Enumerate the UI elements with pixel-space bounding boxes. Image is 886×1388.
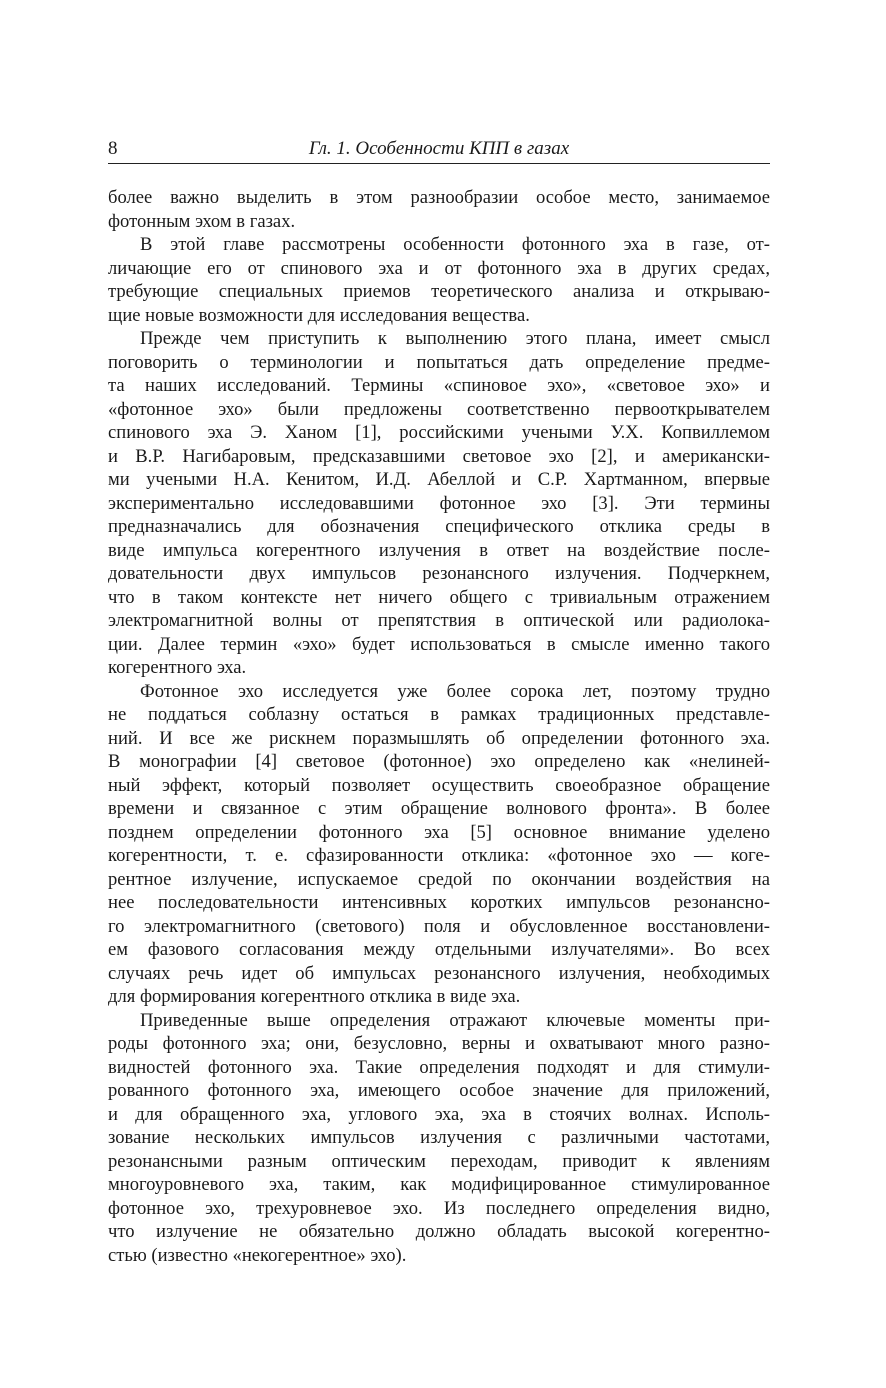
text-line: роды фотонного эха; они, безусловно, верны и охватывают много разно-	[108, 1033, 770, 1054]
text-line: предназначались для обозначения специфического отклика среды в	[108, 516, 770, 537]
paragraph	[108, 327, 770, 680]
text-line: «фотонное эхо» были предложены соответственно первооткрывателем	[108, 398, 770, 420]
text-line: что излучение не обязательно должно обладать высокой когерентно-	[108, 1221, 770, 1242]
paragraph	[108, 1009, 770, 1268]
text-line: ции. Далее термин «эхо» будет использоваться в смысле именно такого	[108, 633, 770, 655]
text-line: нее последовательности интенсивных коротких импульсов резонансно-	[108, 892, 770, 913]
text-line: В этой главе рассмотрены особенности фотонного эха в газе, от-	[140, 234, 770, 255]
text-line: ем фазового согласования между отдельными излучателями». Во всех	[108, 939, 770, 960]
text-line: Прежде чем приступить к выполнению этого плана, имеет смысл	[140, 328, 770, 349]
text-line: довательности двух импульсов резонансного излучения. Подчеркнем,	[108, 563, 770, 584]
text-line: когерентного эха.	[108, 657, 247, 678]
paragraph	[108, 233, 770, 327]
text-line: ний. И все же рискнем поразмышлять об определении фотонного эха.	[108, 727, 770, 749]
text-line: не поддаться соблазну остаться в рамках традиционных представле-	[108, 704, 770, 725]
text-line: требующие специальных приемов теоретического анализа и открываю-	[108, 281, 770, 302]
text-line: виде импульса когерентного излучения в ответ на воздействие после-	[108, 539, 770, 561]
text-line: Фотонное эхо исследуется уже более сорока лет, поэтому трудно	[140, 680, 770, 702]
text-line: экспериментально исследовавшими фотонное эхо [3]. Эти термины	[108, 492, 770, 514]
text-line: позднем определении фотонного эха [5] основное внимание уделено	[108, 821, 770, 843]
text-line: личающие его от спинового эха и от фотонного эха в других средах,	[108, 257, 770, 279]
body-text	[108, 186, 770, 1267]
text-line: резонансными разным оптическим переходам, приводит к явлениям	[108, 1150, 770, 1172]
text-line: фотонным эхом в газах.	[108, 210, 296, 232]
running-header	[108, 138, 770, 162]
header-rule	[108, 163, 770, 164]
text-line: Приведенные выше определения отражают ключевые моменты при-	[140, 1009, 770, 1031]
text-line: спинового эха Э. Ханом [1], российскими учеными У.Х. Копвиллемом	[108, 422, 770, 443]
text-line: го электромагнитного (светового) поля и обусловленное восстановлени-	[108, 915, 770, 937]
text-line: рованного фотонного эха, имеющего особое значение для приложений,	[108, 1080, 770, 1101]
text-line: ми учеными Н.А. Кенитом, И.Д. Абеллой и С.Р. Хартманном, впервые	[108, 469, 770, 490]
page-number: 8	[108, 138, 118, 159]
text-line: поговорить о терминологии и попытаться дать определение предме-	[108, 351, 770, 373]
text-line: для формирования когерентного отклика в виде эха.	[108, 986, 521, 1007]
text-line: щие новые возможности для исследования вещества.	[108, 304, 530, 326]
text-line: когерентности, т. е. сфазированности отклика: «фотонное эхо — коге-	[108, 845, 770, 866]
text-line: случаях речь идет об импульсах резонансного излучения, необходимых	[108, 962, 770, 984]
text-line: более важно выделить в этом разнообразии особое место, занимаемое	[108, 187, 770, 208]
text-line: фотонное эхо, трехуровневое эхо. Из последнего определения видно,	[108, 1197, 770, 1219]
text-line: ный эффект, который позволяет осуществить своеобразное обращение	[108, 774, 770, 796]
text-line: и В.Р. Нагибаровым, предсказавшими световое эхо [2], и американски-	[108, 445, 770, 467]
text-line: электромагнитной волны от препятствия в оптической или радиолока-	[108, 610, 770, 631]
text-line: зование нескольких импульсов излучения с различными частотами,	[108, 1127, 770, 1148]
text-line: та наших исследований. Термины «спиновое эхо», «световое эхо» и	[108, 375, 770, 396]
text-line: стью (известно «некогерентное» эхо).	[108, 1244, 407, 1266]
running-title: Гл. 1. Особенности КПП в газах	[308, 138, 570, 159]
paragraph	[108, 186, 770, 233]
text-line: многоуровневого эха, таким, как модифицированное стимулированное	[108, 1174, 770, 1195]
text-line: В монографии [4] световое (фотонное) эхо определено как «нелиней-	[108, 751, 770, 772]
paragraph	[108, 680, 770, 1009]
text-line: времени и связанное с этим обращение волнового фронта». В более	[108, 798, 770, 819]
text-line: рентное излучение, испускаемое средой по окончании воздействия на	[108, 868, 770, 890]
text-line: что в таком контексте нет ничего общего с тривиальным отражением	[108, 586, 770, 608]
text-line: и для обращенного эха, углового эха, эха в стоячих волнах. Исполь-	[108, 1103, 770, 1125]
text-line: видностей фотонного эха. Такие определения подходят и для стимули-	[108, 1056, 770, 1078]
